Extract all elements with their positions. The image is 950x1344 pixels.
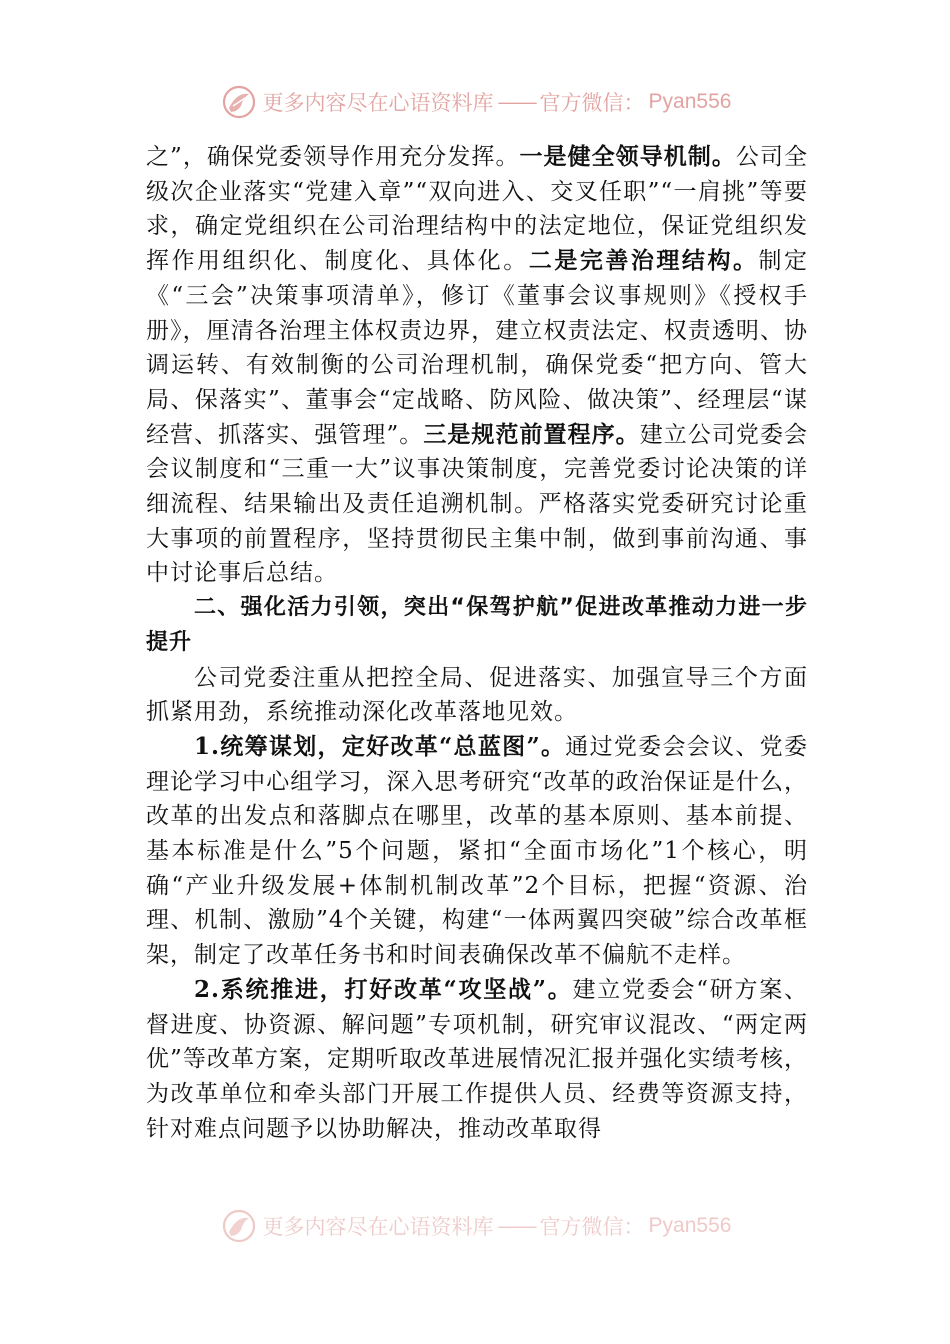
watermark-text: 更多内容尽在心语资料库 <box>262 1215 494 1239</box>
paragraph <box>146 973 808 1147</box>
watermark-text: 更多内容尽在心语资料库 <box>262 91 494 115</box>
watermark-logo-icon <box>219 1206 259 1246</box>
watermark-logo-icon <box>219 82 259 122</box>
watermark-header <box>0 82 950 127</box>
bold-run: 1.统筹谋划，定好改革“总蓝图”。 <box>194 732 566 760</box>
text-run: 公司党委注重从把控全局、促进落实、加强宣导三个方面抓紧用劲，系统推动深化改革落地见效。 <box>146 664 808 726</box>
watermark-separator: —— <box>497 1214 536 1238</box>
bold-run: 二是完善治理结构。 <box>528 247 759 275</box>
paragraph <box>146 140 808 591</box>
bold-run: 2.系统推进，打好改革“攻坚战”。 <box>194 975 573 1003</box>
text-run: 制定《“三会”决策事项清单》，修订《董事会议事规则》《授权手册》，厘清各治理主体权责边界，建立权责法定、权责透明、协调运转、有效制衡的公司治理机制，确保党委“把方向、管大局、保落实”、董事会“定战略、防风险、做决策”、经理层“谋经营、抓落实、强管理”。 <box>146 248 809 448</box>
watermark-separator: —— <box>497 90 536 114</box>
watermark-footer <box>0 1206 950 1251</box>
text-run: 公司全级次企业落实“党建入章”“双向进入、交叉任职”“一肩挑”等要求，确定党组织在公司治理结构中的法定地位，保证党组织发挥作用组织化、制度化、具体化。 <box>146 144 809 275</box>
bold-run: 二、强化活力引领，突出“保驾护航”促进改革推动力进一步提升 <box>146 595 808 655</box>
text-run: 之”，确保党委领导作用充分发挥。 <box>146 144 520 170</box>
bold-run: 一是健全领导机制。 <box>519 143 736 170</box>
document-body <box>146 140 808 1146</box>
paragraph <box>146 730 808 973</box>
section-heading <box>146 591 808 660</box>
text-run: 建立公司党委会会议制度和“三重一大”议事决策制度，完善党委讨论决策的详细流程、结果输出及责任追溯机制。严格落实党委研究讨论重大事项的前置程序，坚持贯彻民主集中制，做到事前沟通、事中讨论事后总结。 <box>146 421 809 587</box>
watermark-id: Pyan556 <box>648 1214 732 1237</box>
bold-run: 三是规范前置程序。 <box>423 420 640 448</box>
paragraph <box>146 661 808 730</box>
watermark-id: Pyan556 <box>648 90 732 113</box>
text-run: 通过党委会会议、党委理论学习中心组学习，深入思考研究“改革的政治保证是什么，改革的出发点和落脚点在哪里，改革的基本原则、基本前提、基本标准是什么”5个问题，紧扣“全面市场化”1个核心，明确“产业升级发展+体制机制改革”2个目标，把握“资源、治理、机制、激励”4个关键，构建“一体两翼四突破”综合改革框架，制定了改革任务书和时间表确保改革不偏航不走样。 <box>146 733 808 969</box>
watermark-official: 官方微信： <box>539 1215 645 1239</box>
watermark-official: 官方微信： <box>539 91 645 115</box>
text-run: 建立党委会“研方案、督进度、协资源、解问题”专项机制，研究审议混改、“两定两优”等改革方案，定期听取改革进展情况汇报并强化实绩考核，为改革单位和牵头部门开展工作提供人员、经费等资源支持，针对难点问题予以协助解决，推动改革取得 <box>146 976 808 1142</box>
